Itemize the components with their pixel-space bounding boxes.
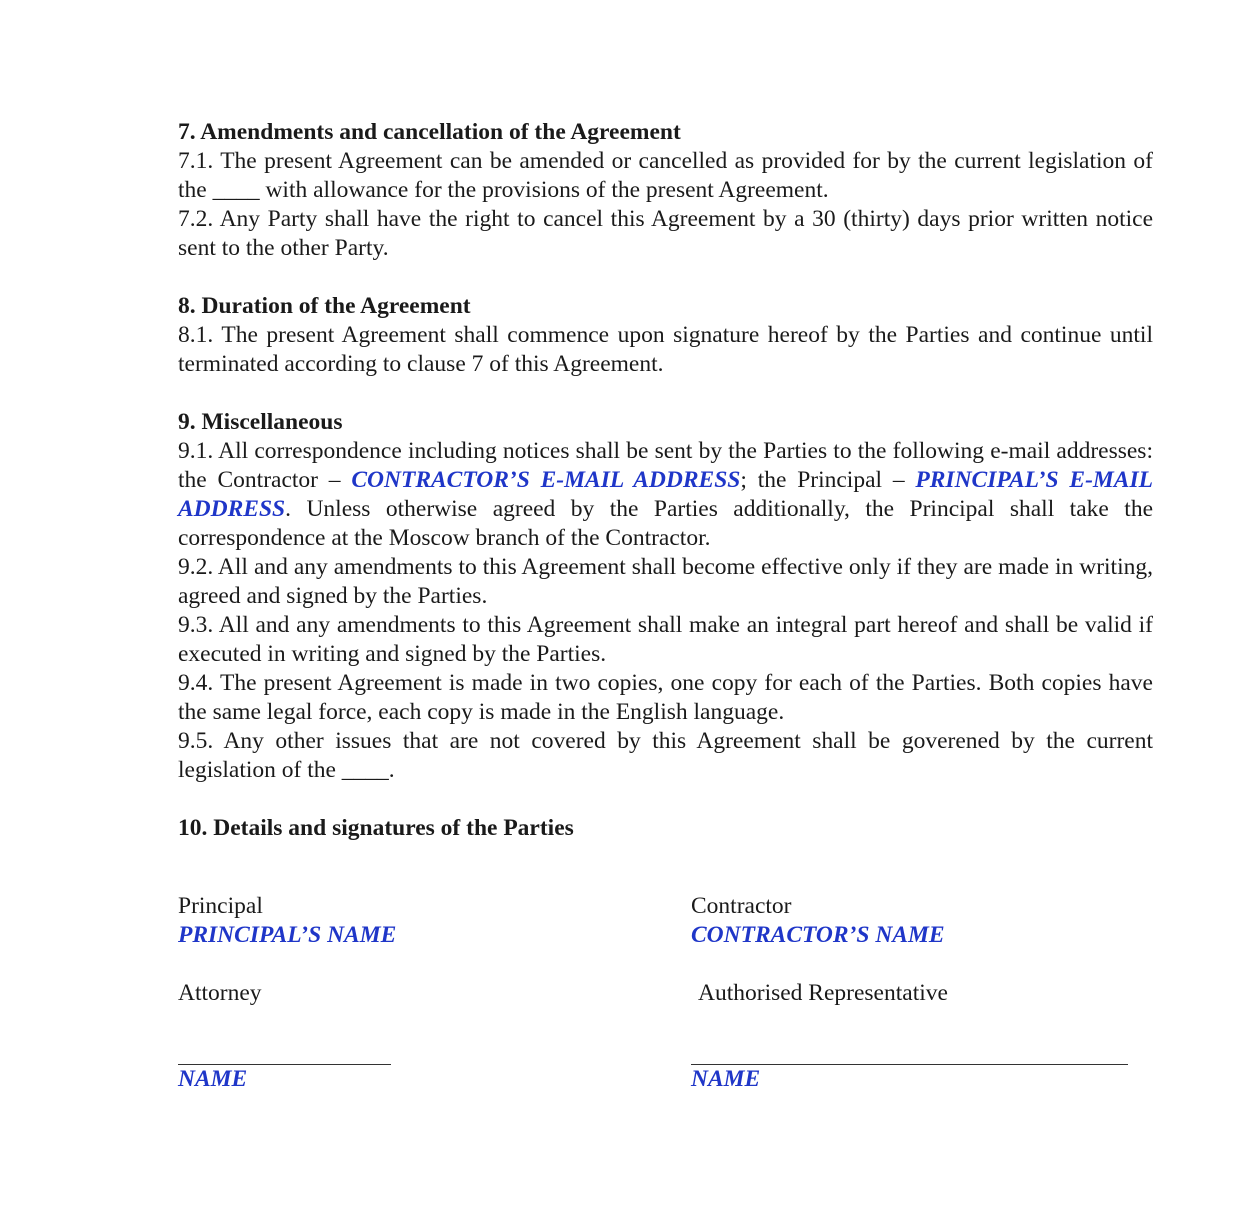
section-miscellaneous (178, 408, 1153, 785)
clause-text: 9.1. All correspondence including notices shall be sent by the Parties to the following e-mail addresses: the Contractor – (178, 438, 1153, 493)
clause-9-5: 9.5. Any other issues that are not covered by this Agreement shall be goverened by the current legislation of the ____. (178, 728, 1153, 783)
principal-signature-column (178, 892, 598, 1092)
clause-7-1: 7.1. The present Agreement can be amended or cancelled as provided for by the current legislation of the ____ with allowance for the provisions of the present Agreement. (178, 148, 1153, 203)
section-duration (178, 292, 1153, 379)
clause-text: ; the Principal – (740, 467, 916, 493)
document-body (178, 118, 1153, 843)
section-heading: 9. Miscellaneous (178, 409, 343, 435)
signer-role: Authorised Representative (698, 980, 948, 1006)
clause-9-3: 9.3. All and any amendments to this Agreement shall make an integral part hereof and shall be valid if executed in writing and signed by the Parties. (178, 612, 1153, 667)
contractor-email-placeholder: CONTRACTOR’S E-MAIL ADDRESS (351, 467, 741, 493)
contractor-name-placeholder: CONTRACTOR’S NAME (691, 922, 945, 948)
signer-name-placeholder: NAME (178, 1066, 248, 1092)
section-signatures (178, 814, 1153, 843)
clause-9-4: 9.4. The present Agreement is made in two copies, one copy for each of the Parties. Both copies have the same legal force, each copy is made in the English language. (178, 670, 1153, 725)
signer-role: Attorney (178, 980, 262, 1006)
section-heading: 7. Amendments and cancellation of the Agreement (178, 119, 681, 145)
signer-name-placeholder: NAME (691, 1066, 761, 1092)
section-heading: 10. Details and signatures of the Parties (178, 815, 574, 841)
section-amendments (178, 118, 1153, 263)
contractor-signature-column (691, 892, 1151, 1092)
principal-email-placeholder: PRINCIPAL’S E-MAIL ADDRESS (178, 467, 1153, 522)
party-label: Principal (178, 893, 263, 919)
clause-9-2: 9.2. All and any amendments to this Agreement shall become effective only if they are made in writing, agreed and signed by the Parties. (178, 554, 1153, 609)
clause-9-1 (178, 437, 1153, 553)
clause-8-1: 8.1. The present Agreement shall commence upon signature hereof by the Parties and continue until terminated according to clause 7 of this Agreement. (178, 322, 1153, 377)
party-label: Contractor (691, 893, 792, 919)
principal-name-placeholder: PRINCIPAL’S NAME (178, 922, 397, 948)
clause-7-2: 7.2. Any Party shall have the right to cancel this Agreement by a 30 (thirty) days prior written notice sent to the other Party. (178, 206, 1153, 261)
clause-text: . Unless otherwise agreed by the Parties additionally, the Principal shall take the correspondence at the Moscow branch of the Contractor. (178, 496, 1153, 551)
section-heading: 8. Duration of the Agreement (178, 293, 471, 319)
